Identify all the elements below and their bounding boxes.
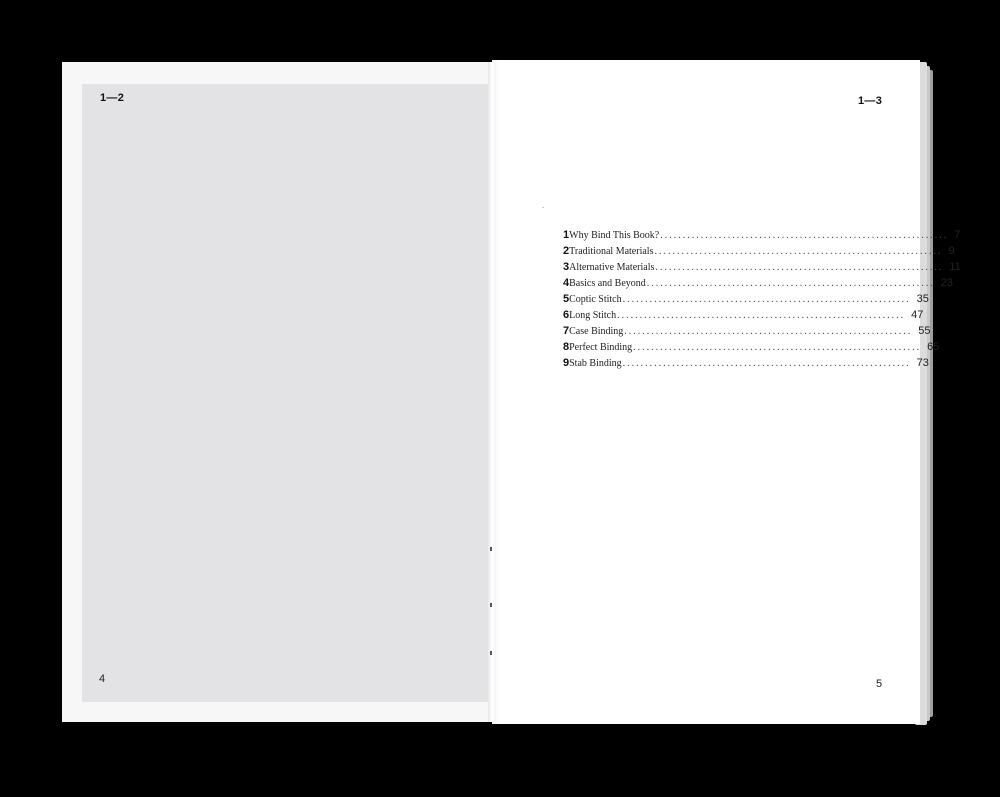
toc-chapter-number: 8 [563, 341, 570, 353]
toc-entry[interactable] [563, 243, 955, 259]
toc-chapter-number: 2 [563, 245, 570, 257]
toc-leader: ................................................................ [654, 246, 943, 257]
toc-leader: ................................................................ [660, 230, 949, 241]
toc-entry[interactable] [563, 227, 961, 243]
toc-entry[interactable] [563, 355, 929, 371]
toc-leader: ................................................................ [624, 326, 913, 337]
toc-page-number: 35 [916, 293, 929, 305]
toc-chapter-number: 1 [563, 229, 570, 241]
toc-chapter-title: Alternative Materials [569, 262, 655, 273]
toc-page-number: 47 [911, 309, 924, 321]
gutter-mark [490, 547, 492, 551]
toc-page-number: 9 [948, 245, 955, 257]
toc-page-number: 7 [954, 229, 961, 241]
toc-leader: ................................................................ [633, 342, 922, 353]
toc-chapter-title: Long Stitch [569, 310, 617, 321]
gray-fill-block [82, 84, 490, 702]
toc-chapter-title: Perfect Binding [569, 342, 633, 353]
toc-leader: ................................................................ [622, 358, 911, 369]
table-of-contents [563, 227, 961, 371]
gutter-mark [490, 603, 492, 607]
toc-entry[interactable] [563, 323, 931, 339]
toc-chapter-title: Coptic Stitch [569, 294, 622, 305]
toc-entry[interactable] [563, 275, 954, 291]
right-page [492, 60, 920, 724]
toc-chapter-number: 7 [563, 325, 570, 337]
toc-chapter-number: 5 [563, 293, 570, 305]
toc-chapter-title: Basics and Beyond [569, 278, 646, 289]
book-gutter [488, 62, 496, 722]
toc-entry[interactable] [563, 339, 940, 355]
right-page-number: 5 [876, 678, 883, 690]
toc-entry[interactable] [563, 291, 929, 307]
toc-chapter-title: Case Binding [569, 326, 624, 337]
left-page-number: 4 [99, 673, 106, 685]
toc-page-number: 73 [916, 357, 929, 369]
gutter-mark [490, 651, 492, 655]
toc-leader: ................................................................ [617, 310, 906, 321]
toc-page-number: 11 [949, 261, 961, 273]
toc-chapter-number: 4 [563, 277, 570, 289]
toc-page-number: 23 [940, 277, 954, 289]
toc-page-number: 65 [927, 341, 940, 353]
toc-leader: ................................................................ [646, 278, 935, 289]
toc-entry[interactable] [563, 307, 924, 323]
toc-chapter-title: Why Bind This Book? [569, 230, 660, 241]
left-page [62, 62, 492, 722]
left-page-header: 1—2 [100, 92, 125, 104]
print-smudge: ⋅ [542, 204, 545, 212]
right-page-header: 1—3 [858, 95, 883, 107]
toc-chapter-number: 9 [563, 357, 570, 369]
toc-chapter-number: 6 [563, 309, 570, 321]
toc-entry[interactable] [563, 259, 961, 275]
toc-chapter-title: Stab Binding [569, 358, 622, 369]
toc-chapter-title: Traditional Materials [569, 246, 654, 257]
toc-leader: ................................................................ [655, 262, 944, 273]
toc-chapter-number: 3 [563, 261, 570, 273]
toc-page-number: 55 [918, 325, 931, 337]
toc-leader: ................................................................ [622, 294, 911, 305]
